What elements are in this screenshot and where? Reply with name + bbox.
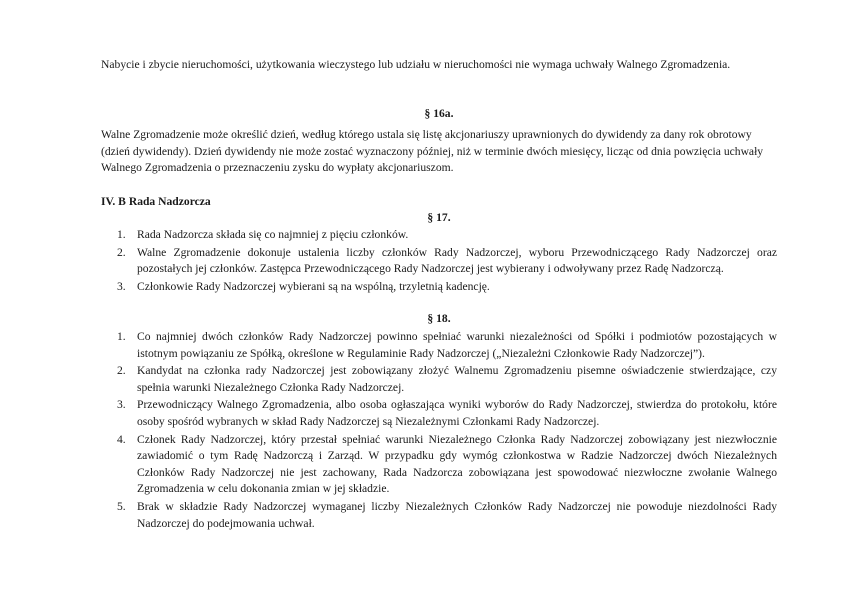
- section-18-heading: § 18.: [427, 312, 451, 325]
- section-18-list: [101, 329, 777, 533]
- list-item: [101, 245, 777, 278]
- list-item: [101, 227, 777, 244]
- section-17-list: [101, 227, 777, 296]
- list-item: [101, 363, 777, 396]
- section-16a-heading: § 16a.: [424, 107, 454, 120]
- list-item-text: Rada Nadzorcza składa się co najmniej z pięciu członków.: [137, 228, 409, 241]
- list-item-number: 2.: [117, 245, 126, 259]
- list-item-text: Członkowie Rady Nadzorczej wybierani są na wspólną, trzyletnią kadencję.: [137, 279, 490, 293]
- list-item: [101, 329, 777, 362]
- list-item-text: Co najmniej dwóch członków Rady Nadzorczej powinno spełniać warunki niezależności od Spółki i podmiotów pozostających w istotnym powiązaniu ze Spółką, określone w Regulaminie Rady Nadzorczej („Niezależni Członkowie Rady Nadzorczej”).: [137, 330, 777, 360]
- list-item-text: Przewodniczący Walnego Zgromadzenia, albo osoba ogłaszająca wyniki wyborów do Rady Nadzorczej, stwierdza do protokołu, które osoby spośród wybranych w skład Rady Nadzorczej są Niezależnymi Członkami Rady Nadzorczej.: [137, 398, 777, 428]
- list-item-number: 5.: [117, 499, 126, 513]
- list-item: [101, 499, 777, 532]
- list-item-number: 4.: [117, 432, 126, 446]
- list-item: [101, 397, 777, 430]
- section-17-heading: § 17.: [427, 211, 451, 224]
- list-item: [101, 432, 777, 498]
- list-item-number: 2.: [117, 364, 126, 378]
- list-item-text: Walne Zgromadzenie dokonuje ustalenia liczby członków Rady Nadzorczej, wyboru Przewodniczącego Rady Nadzorczej oraz pozostałych jej członków. Zastępca Przewodniczącego Rady Nadzorczej jest wybierany i odwoływany przez Radę Nadzorczą.: [137, 245, 777, 276]
- list-item-text: Kandydat na członka rady Nadzorczej jest zobowiązany złożyć Walnemu Zgromadzeniu pisemne oświadczenie stwierdzające, czy spełnia warunki Niezależnego Członka Rady Nadzorczej.: [137, 364, 777, 394]
- list-item-number: 3.: [117, 279, 126, 293]
- list-item-text: Brak w składzie Rady Nadzorczej wymaganej liczby Niezależnych Członków Rady Nadzorczej nie powoduje niezdolności Rady Nadzorczej do podejmowania uchwał.: [137, 499, 777, 530]
- list-item: [101, 279, 777, 296]
- chapter-heading: IV. B Rada Nadzorcza: [101, 195, 211, 208]
- intro-paragraph: Nabycie i zbycie nieruchomości, użytkowania wieczystego lub udziału w nieruchomości nie wymaga uchwały Walnego Zgromadzenia.: [101, 58, 731, 71]
- section-16a-text: Walne Zgromadzenie może określić dzień, według którego ustala się listę akcjonariuszy uprawnionych do dywidendy za dany rok obrotowy (dzień dywidendy). Dzień dywidendy nie może zostać wyznaczony później, niż w terminie dwóch miesięcy, licząc od dnia powzięcia uchwały Walnego Zgromadzenia o przeznaczeniu zysku do wypłaty akcjonariuszom.: [101, 128, 764, 175]
- list-item-text: Członek Rady Nadzorczej, który przestał spełniać warunki Niezależnego Członka Rady Nadzorczej zobowiązany jest niezwłocznie zawiadomić o tym Radę Nadzorczą i Zarząd. W przypadku gdy wymóg członkostwa w Radzie Nadzorczej dwóch Niezależnych Członków Rady Nadzorczej nie jest zachowany, Rada Nadzorcza zobowiązana jest spowodować niezwłoczne zwołanie Walnego Zgromadzenia w celu dokonania zmian w jej składzie.: [137, 432, 777, 496]
- list-item-number: 1.: [117, 330, 126, 343]
- list-item-number: 1.: [117, 228, 126, 241]
- list-item-number: 3.: [117, 398, 126, 412]
